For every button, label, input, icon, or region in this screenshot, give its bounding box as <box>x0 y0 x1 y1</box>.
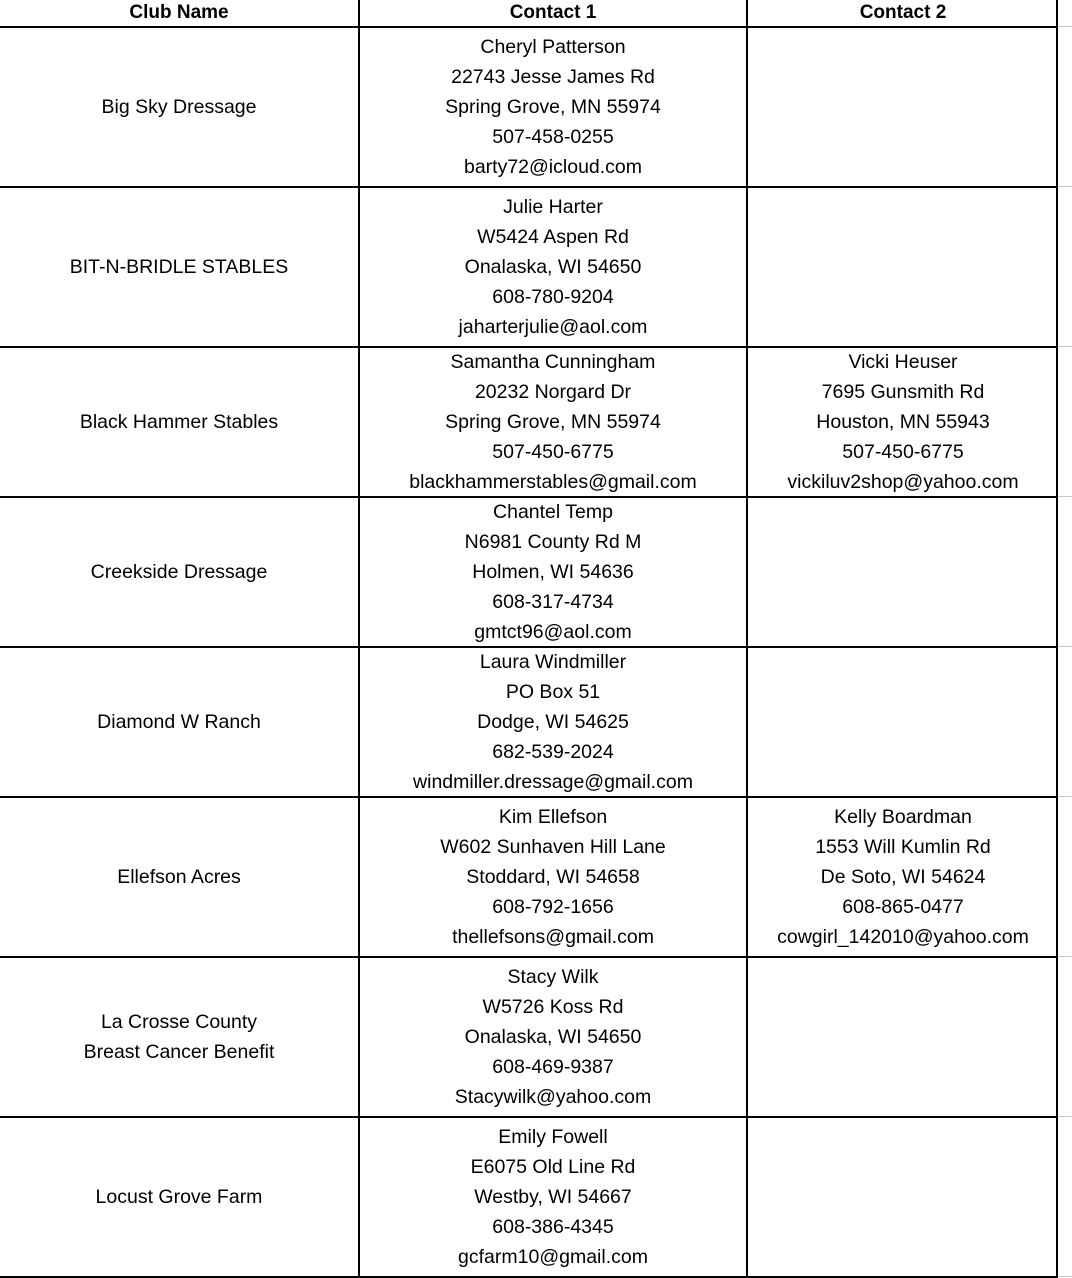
contact-1-cell <box>360 348 746 496</box>
contact-2-cell <box>748 498 1058 646</box>
club-name-cell <box>0 798 358 956</box>
contact-line: 608-317-4734 <box>492 591 614 613</box>
contact-line: N6981 County Rd M <box>464 531 642 553</box>
row-divider-stub <box>1058 346 1072 347</box>
contact-line: Kelly Boardman <box>834 806 972 828</box>
row-divider <box>0 796 1058 798</box>
contact-line: Vicki Heuser <box>848 351 958 373</box>
contact-2-cell <box>748 188 1058 346</box>
contact-line: gmtct96@aol.com <box>474 621 632 643</box>
club-name-text: Breast Cancer Benefit <box>83 1041 275 1063</box>
header-club-name: Club Name <box>129 2 229 23</box>
row-divider-stub <box>1058 646 1072 647</box>
row-divider <box>0 26 1058 28</box>
club-name-text: La Crosse County <box>100 1011 258 1033</box>
contact-line: 20232 Norgard Dr <box>474 381 632 403</box>
club-name-cell <box>0 348 358 496</box>
contact-line: PO Box 51 <box>505 681 601 703</box>
header-contact-1: Contact 1 <box>509 2 597 23</box>
contact-line: windmiller.dressage@gmail.com <box>413 771 693 793</box>
contact-line: 507-450-6775 <box>842 441 964 463</box>
contact-line: thellefsons@gmail.com <box>452 926 654 948</box>
contact-line: Spring Grove, MN 55974 <box>445 96 661 118</box>
contact-line: Kim Ellefson <box>498 806 608 828</box>
contact-line: Holmen, WI 54636 <box>472 561 634 583</box>
contact-line: W5424 Aspen Rd <box>477 226 629 248</box>
contact-line: Julie Harter <box>503 196 603 218</box>
contact-line: E6075 Old Line Rd <box>470 1156 636 1178</box>
club-name-text: Ellefson Acres <box>117 866 241 888</box>
column-divider <box>746 0 748 1278</box>
column-divider <box>1056 0 1058 1278</box>
club-name-cell <box>0 28 358 186</box>
contact-2-cell <box>748 958 1058 1116</box>
column-divider <box>358 0 360 1278</box>
contact-line: 608-865-0477 <box>842 896 964 918</box>
contact-1-cell <box>360 1118 746 1276</box>
contact-line: 7695 Gunsmith Rd <box>821 381 985 403</box>
contact-line: Stacywilk@yahoo.com <box>454 1086 652 1108</box>
row-divider-stub <box>1058 1276 1072 1277</box>
club-name-text: Black Hammer Stables <box>79 411 279 433</box>
row-divider <box>0 496 1058 498</box>
row-divider <box>0 646 1058 648</box>
row-divider-stub <box>1058 496 1072 497</box>
row-divider <box>0 346 1058 348</box>
club-name-text: Diamond W Ranch <box>97 711 261 733</box>
contact-line: 507-450-6775 <box>492 441 614 463</box>
contact-line: blackhammerstables@gmail.com <box>409 471 697 493</box>
contact-line: barty72@icloud.com <box>463 156 643 178</box>
contact-2-cell <box>748 798 1058 956</box>
contact-line: 608-469-9387 <box>492 1056 614 1078</box>
contact-line: Houston, MN 55943 <box>816 411 990 433</box>
contact-line: jaharterjulie@aol.com <box>458 316 648 338</box>
contact-2-cell <box>748 1118 1058 1276</box>
row-divider-stub <box>1058 26 1072 27</box>
contact-line: vickiluv2shop@yahoo.com <box>787 471 1019 493</box>
club-name-text: Big Sky Dressage <box>101 96 257 118</box>
contact-1-cell <box>360 188 746 346</box>
contact-line: Westby, WI 54667 <box>474 1186 632 1208</box>
contact-line: 1553 Will Kumlin Rd <box>815 836 991 858</box>
contact-1-cell <box>360 648 746 796</box>
contact-2-cell <box>748 648 1058 796</box>
contact-1-cell <box>360 498 746 646</box>
contact-2-cell <box>748 348 1058 496</box>
contact-line: W5726 Koss Rd <box>482 996 624 1018</box>
club-name-cell <box>0 1118 358 1276</box>
row-divider <box>0 186 1058 188</box>
contact-line: W602 Sunhaven Hill Lane <box>440 836 666 858</box>
contact-line: Chantel Temp <box>493 501 613 523</box>
contact-line: Spring Grove, MN 55974 <box>445 411 661 433</box>
contact-line: Cheryl Patterson <box>480 36 626 58</box>
contact-line: 507-458-0255 <box>492 126 614 148</box>
contact-line: De Soto, WI 54624 <box>820 866 986 888</box>
club-name-cell <box>0 498 358 646</box>
contact-line: Stacy Wilk <box>507 966 599 988</box>
contact-line: cowgirl_142010@yahoo.com <box>777 926 1029 948</box>
contact-2-cell <box>748 28 1058 186</box>
contact-line: gcfarm10@gmail.com <box>458 1246 648 1268</box>
club-name-cell <box>0 648 358 796</box>
club-name-text: Creekside Dressage <box>90 561 268 583</box>
club-name-text: Locust Grove Farm <box>95 1186 263 1208</box>
contact-line: Onalaska, WI 54650 <box>464 256 642 278</box>
row-divider-stub <box>1058 956 1072 957</box>
row-divider-stub <box>1058 186 1072 187</box>
contact-line: Dodge, WI 54625 <box>477 711 629 733</box>
row-divider-stub <box>1058 796 1072 797</box>
contact-1-cell <box>360 958 746 1116</box>
contact-line: 608-792-1656 <box>492 896 614 918</box>
contact-line: Stoddard, WI 54658 <box>466 866 640 888</box>
header-contact-2: Contact 2 <box>859 2 947 23</box>
contact-line: Emily Fowell <box>498 1126 608 1148</box>
contact-line: Laura Windmiller <box>479 651 627 673</box>
contact-line: 608-780-9204 <box>492 286 614 308</box>
row-divider <box>0 956 1058 958</box>
contact-line: 608-386-4345 <box>492 1216 614 1238</box>
row-divider <box>0 1116 1058 1118</box>
club-name-cell <box>0 958 358 1116</box>
contact-1-cell <box>360 28 746 186</box>
contact-1-cell <box>360 798 746 956</box>
row-divider-stub <box>1058 1116 1072 1117</box>
contact-line: Samantha Cunningham <box>450 351 656 373</box>
contact-line: 22743 Jesse James Rd <box>451 66 655 88</box>
club-name-cell <box>0 188 358 346</box>
contact-line: 682-539-2024 <box>492 741 614 763</box>
club-name-text: BIT-N-BRIDLE STABLES <box>69 256 289 278</box>
contact-line: Onalaska, WI 54650 <box>464 1026 642 1048</box>
